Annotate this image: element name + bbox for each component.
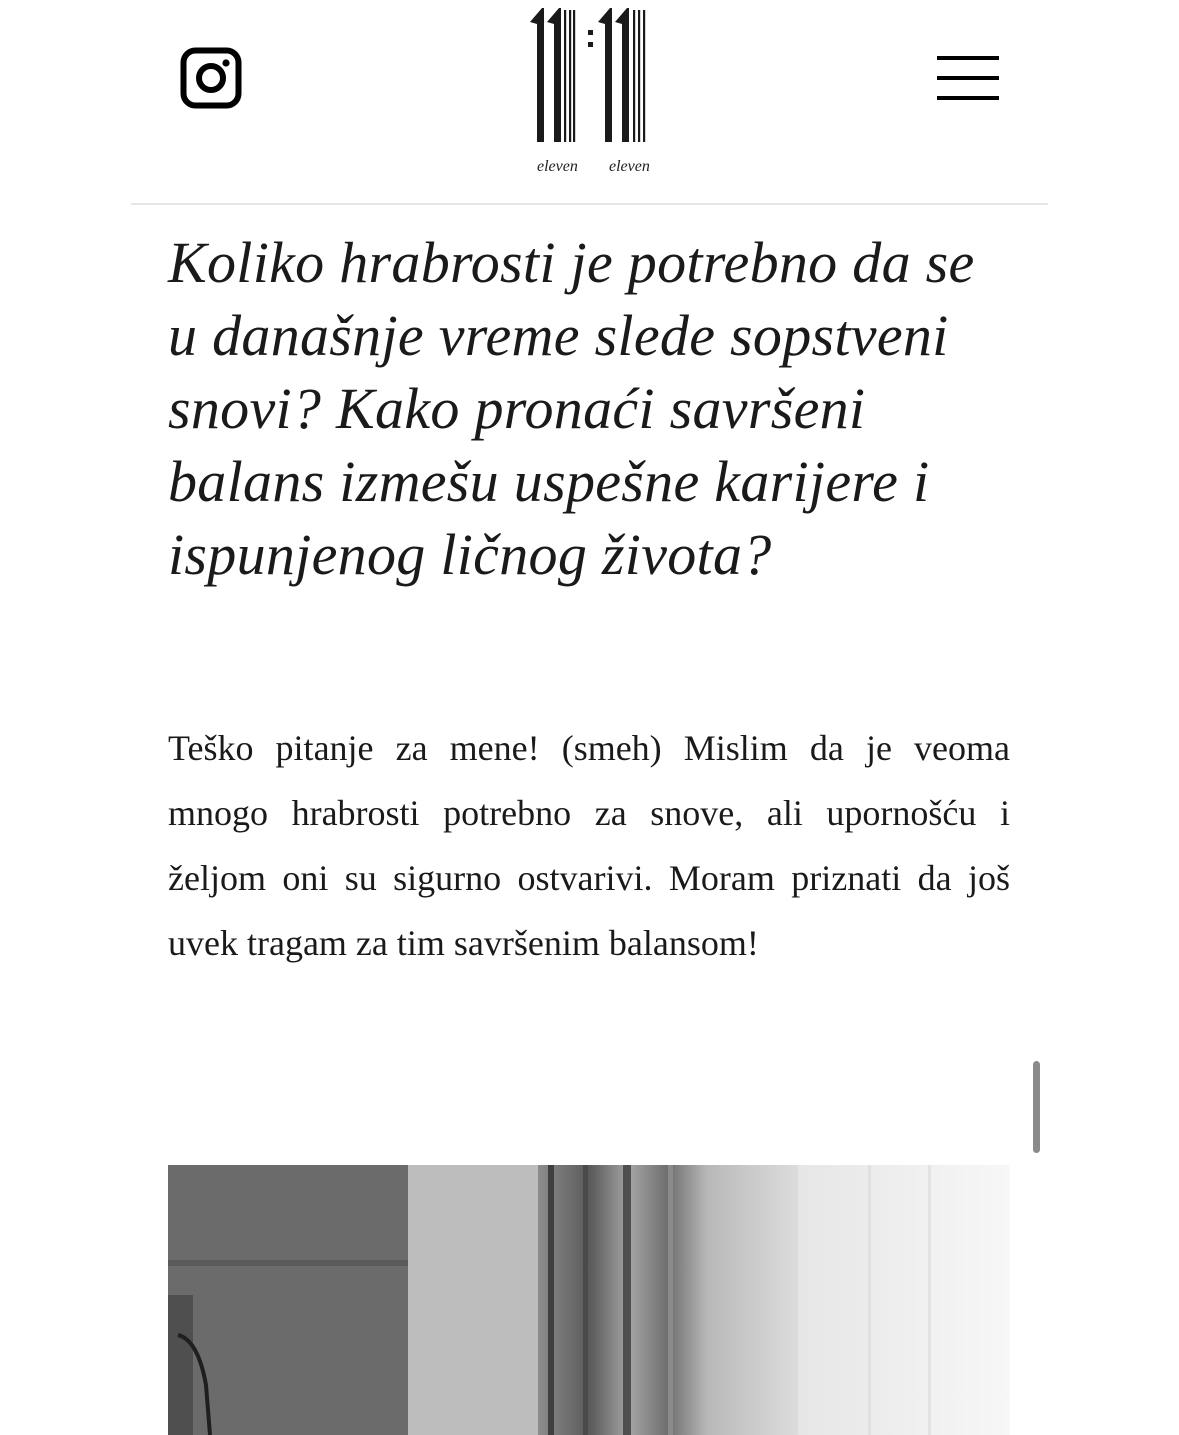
hamburger-menu-icon (937, 54, 999, 102)
logo-subtitle-left: eleven (537, 158, 578, 175)
article-body: Teško pitanje za mene! (smeh) Mislim da je veoma mnogo hrabrosti potrebno za snove, ali upornošću i željom oni su sigurno ostvarivi. Moram priznati da još uvek tragam za tim savršenim balansom! (168, 728, 1010, 963)
photo-placeholder (168, 1165, 1010, 1435)
logo-subtitle-right: eleven (609, 158, 650, 175)
scrollbar-thumb[interactable] (1033, 1061, 1040, 1153)
instagram-link[interactable] (180, 47, 242, 109)
article-photo (168, 1165, 1010, 1435)
logo-mark (520, 0, 660, 150)
article-title: Koliko hrabrosti je potrebno da se u današnje vreme slede sopstveni snovi? Kako pronaći savršeni balans izmešu uspešne karijere i ispunjenog ličnog života? (168, 230, 975, 587)
instagram-icon (180, 47, 242, 109)
menu-button[interactable] (937, 54, 999, 102)
